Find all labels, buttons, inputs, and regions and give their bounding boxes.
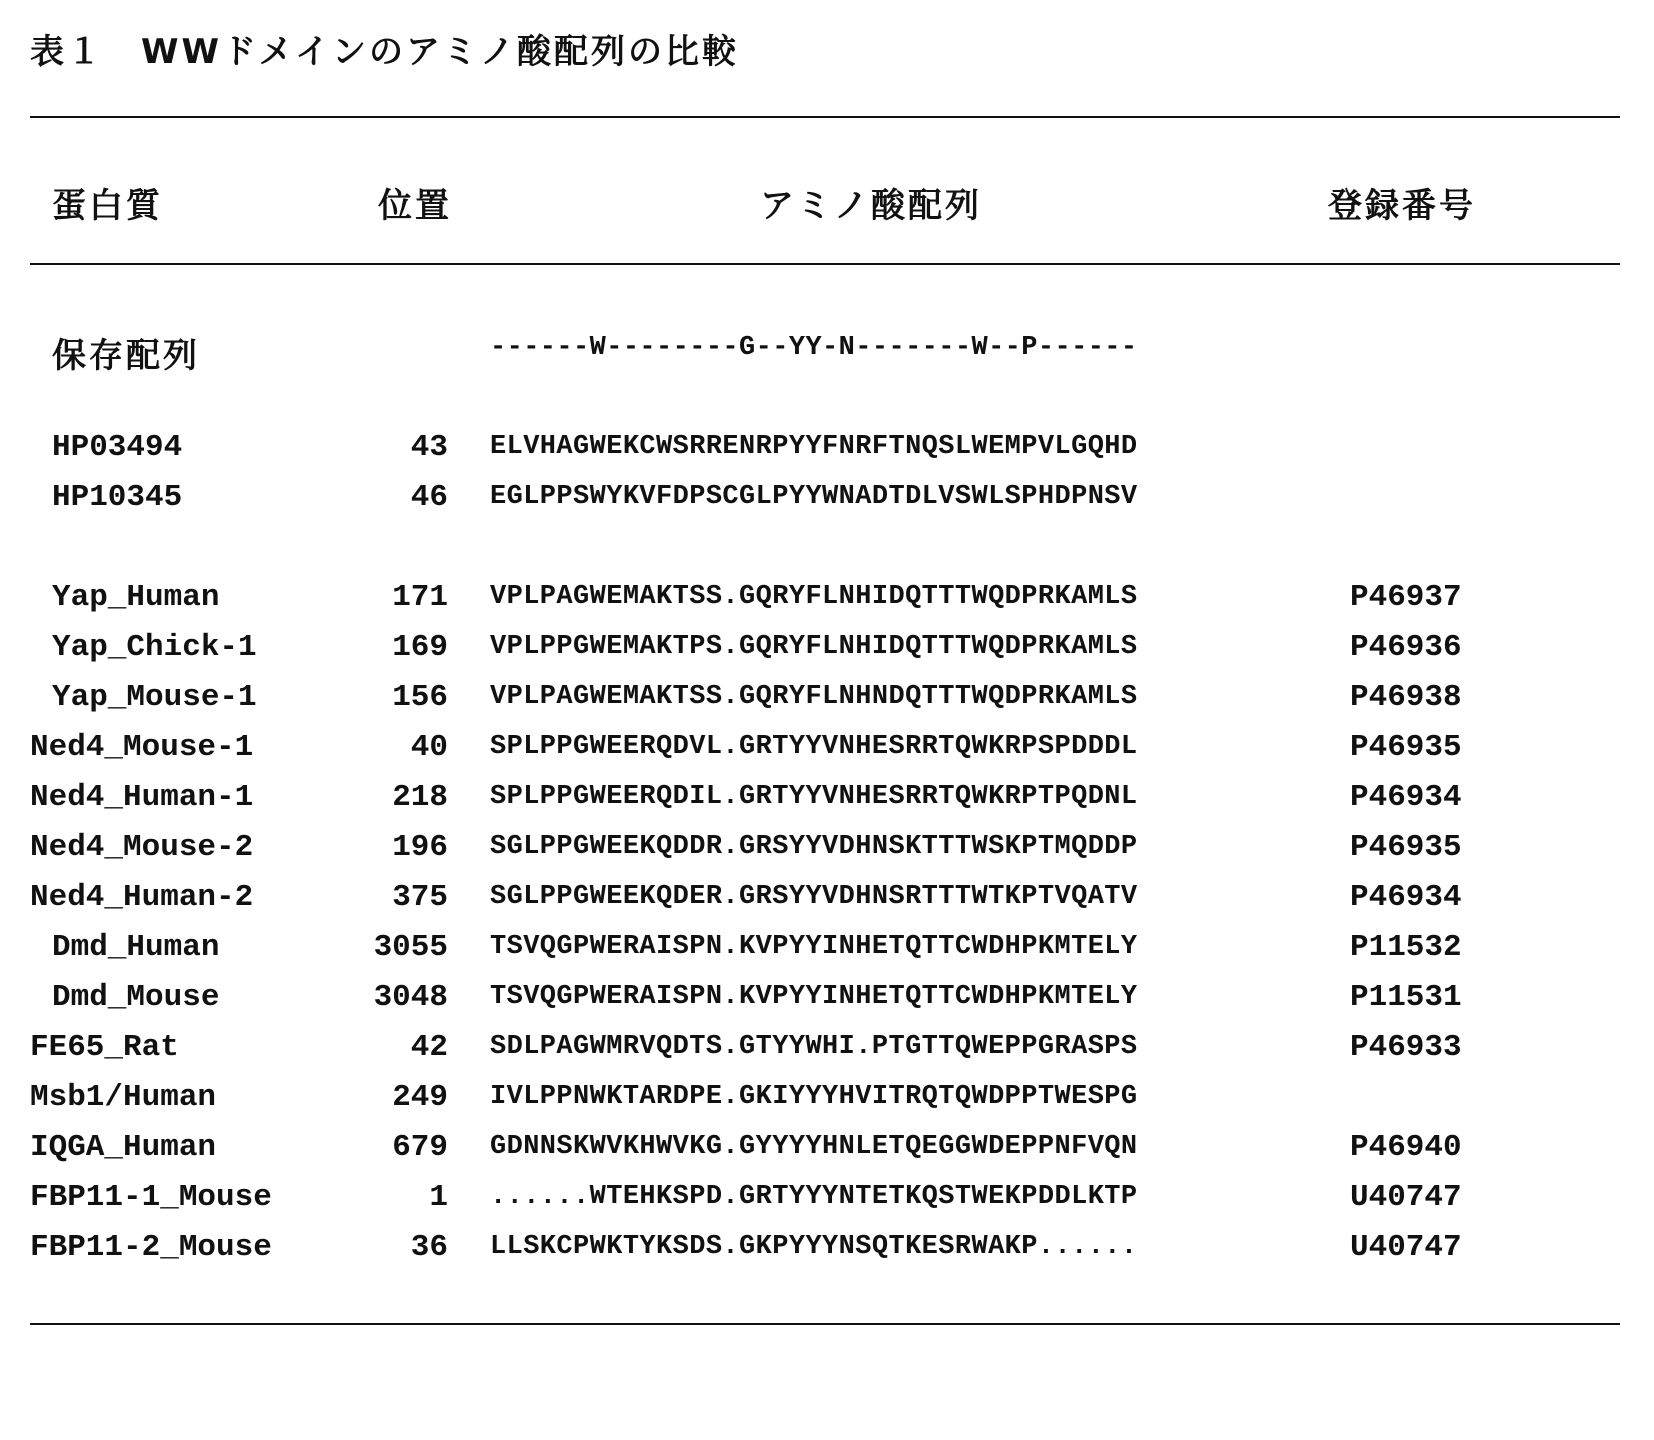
- position-value: 40: [410, 730, 448, 765]
- header-rule: [30, 263, 1620, 265]
- accession-number: P46934: [1350, 780, 1462, 815]
- amino-acid-sequence: ......WTEHKSPD.GRTYYYNTETKQSTWEKPDDLKTP: [490, 1182, 1138, 1212]
- position-value: 171: [392, 580, 448, 615]
- position-value: 218: [392, 780, 448, 815]
- header-sequence: アミノ酸配列: [760, 186, 982, 226]
- header-position: 位置: [378, 186, 452, 226]
- table-caption: 表１ WWドメインのアミノ酸配列の比較: [30, 32, 739, 72]
- position-value: 169: [392, 630, 448, 665]
- accession-number: P46935: [1350, 830, 1462, 865]
- table-row: [0, 730, 1654, 776]
- protein-name: Ned4_Human-1: [30, 780, 254, 815]
- position-value: 3048: [373, 980, 448, 1015]
- accession-number: P11532: [1350, 930, 1462, 965]
- position-value: 3055: [373, 930, 448, 965]
- table-row: [0, 1230, 1654, 1276]
- table-row: [0, 1030, 1654, 1076]
- amino-acid-sequence: VPLPAGWEMAKTSS.GQRYFLNHNDQTTTWQDPRKAMLS: [490, 682, 1138, 712]
- bottom-rule: [30, 1323, 1620, 1325]
- amino-acid-sequence: SGLPPGWEEKQDER.GRSYYVDHNSRTTTWTKPTVQATV: [490, 882, 1138, 912]
- position-value: 679: [392, 1130, 448, 1165]
- amino-acid-sequence: LLSKCPWKTYKSDS.GKPYYYNSQTKESRWAKP......: [490, 1232, 1138, 1262]
- accession-number: P46938: [1350, 680, 1462, 715]
- amino-acid-sequence: VPLPPGWEMAKTPS.GQRYFLNHIDQTTTWQDPRKAMLS: [490, 632, 1138, 662]
- position-value: 1: [429, 1180, 448, 1215]
- protein-name: Yap_Human: [52, 580, 220, 615]
- table-row: [0, 880, 1654, 926]
- position-value: 42: [410, 1030, 448, 1065]
- header-protein: 蛋白質: [52, 186, 163, 226]
- amino-acid-sequence: IVLPPNWKTARDPE.GKIYYYHVITRQTQWDPPTWESPG: [490, 1082, 1138, 1112]
- protein-name: Ned4_Human-2: [30, 880, 254, 915]
- amino-acid-sequence: SDLPAGWMRVQDTS.GTYYWHI.PTGTTQWEPPGRASPS: [490, 1032, 1138, 1062]
- accession-number: P46937: [1350, 580, 1462, 615]
- protein-name: IQGA_Human: [30, 1130, 217, 1165]
- amino-acid-sequence: SPLPPGWEERQDVL.GRTYYVNHESRRTQWKRPSPDDDL: [490, 732, 1138, 762]
- protein-name: Ned4_Mouse-1: [30, 730, 254, 765]
- protein-name: Dmd_Human: [52, 930, 220, 965]
- amino-acid-sequence: GDNNSKWVKHWVKG.GYYYYHNLETQEGGWDEPPNFVQN: [490, 1132, 1138, 1162]
- protein-name: Ned4_Mouse-2: [30, 830, 254, 865]
- table-row: [0, 930, 1654, 976]
- accession-number: P11531: [1350, 980, 1462, 1015]
- consensus-sequence: ------W--------G--YY-N-------W--P------: [490, 333, 1138, 363]
- consensus-label: 保存配列: [52, 336, 200, 376]
- header-accession: 登録番号: [1328, 186, 1476, 226]
- amino-acid-sequence: TSVQGPWERAISPN.KVPYYINHETQTTCWDHPKMTELY: [490, 932, 1138, 962]
- table-row: [0, 1130, 1654, 1176]
- protein-name: HP03494: [52, 430, 183, 465]
- protein-name: Yap_Mouse-1: [52, 680, 257, 715]
- accession-number: P46933: [1350, 1030, 1462, 1065]
- protein-name: Msb1/Human: [30, 1080, 217, 1115]
- table-row: [0, 780, 1654, 826]
- amino-acid-sequence: VPLPAGWEMAKTSS.GQRYFLNHIDQTTTWQDPRKAMLS: [490, 582, 1138, 612]
- amino-acid-sequence: TSVQGPWERAISPN.KVPYYINHETQTTCWDHPKMTELY: [490, 982, 1138, 1012]
- amino-acid-sequence: EGLPPSWYKVFDPSCGLPYYWNADTDLVSWLSPHDPNSV: [490, 482, 1138, 512]
- accession-number: P46935: [1350, 730, 1462, 765]
- table-row: [0, 430, 1654, 476]
- protein-name: FBP11-1_Mouse: [30, 1180, 272, 1215]
- amino-acid-sequence: SGLPPGWEEKQDDR.GRSYYVDHNSKTTTWSKPTMQDDP: [490, 832, 1138, 862]
- protein-name: FBP11-2_Mouse: [30, 1230, 272, 1265]
- position-value: 375: [392, 880, 448, 915]
- amino-acid-sequence: ELVHAGWEKCWSRRENRPYYFNRFTNQSLWEMPVLGQHD: [490, 432, 1138, 462]
- table-row: [0, 580, 1654, 626]
- position-value: 43: [410, 430, 448, 465]
- table-row: [0, 630, 1654, 676]
- table-row: [0, 830, 1654, 876]
- position-value: 36: [410, 1230, 448, 1265]
- table-row: [0, 680, 1654, 726]
- protein-name: Yap_Chick-1: [52, 630, 257, 665]
- position-value: 196: [392, 830, 448, 865]
- position-value: 46: [410, 480, 448, 515]
- table-row: [0, 1080, 1654, 1126]
- position-value: 249: [392, 1080, 448, 1115]
- accession-number: P46934: [1350, 880, 1462, 915]
- table-row: [0, 980, 1654, 1026]
- top-rule: [30, 116, 1620, 118]
- protein-name: FE65_Rat: [30, 1030, 179, 1065]
- table-row: [0, 1180, 1654, 1226]
- table-row: [0, 480, 1654, 526]
- accession-number: U40747: [1350, 1180, 1462, 1215]
- position-value: 156: [392, 680, 448, 715]
- protein-name: Dmd_Mouse: [52, 980, 220, 1015]
- protein-name: HP10345: [52, 480, 183, 515]
- accession-number: U40747: [1350, 1230, 1462, 1265]
- amino-acid-sequence: SPLPPGWEERQDIL.GRTYYVNHESRRTQWKRPTPQDNL: [490, 782, 1138, 812]
- accession-number: P46936: [1350, 630, 1462, 665]
- accession-number: P46940: [1350, 1130, 1462, 1165]
